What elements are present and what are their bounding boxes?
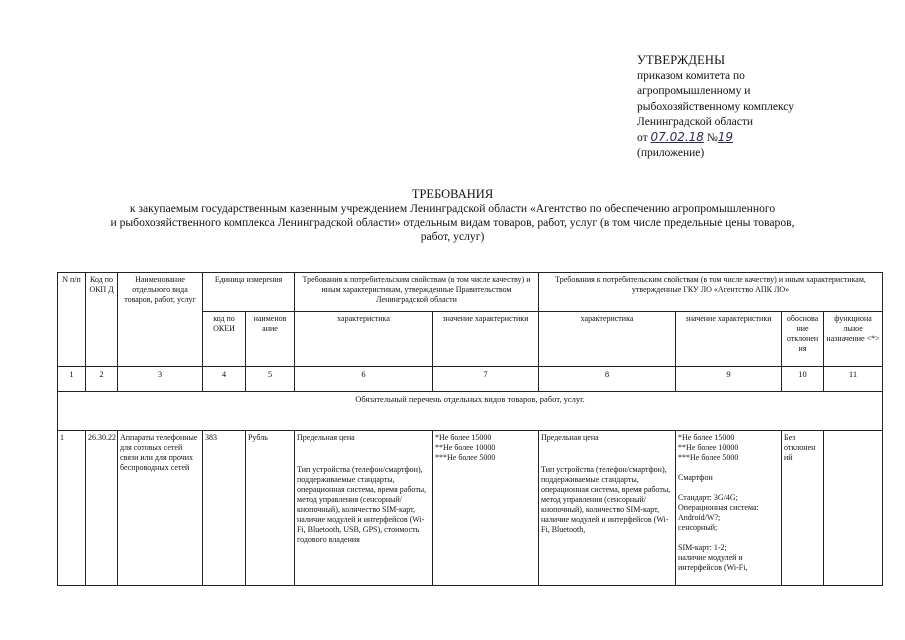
row-name: Аппараты телефонные для сотовых сетей связи или для прочих беспроводных сетей <box>118 431 203 586</box>
section-title: Обязательный перечень отдельных видов товаров, работ, услуг. <box>58 392 883 431</box>
header-gov-requirements: Требования к потребительским свойствам (в том числе качеству) и иным характеристикам, утвержденные Правительством Ленинградской области <box>295 273 539 312</box>
row-unit-code: 383 <box>203 431 246 586</box>
header-gov-value: значение характеристики <box>433 312 539 367</box>
row-function <box>824 431 883 586</box>
table-row <box>58 431 883 586</box>
header-row-1 <box>58 273 883 312</box>
col-number: 6 <box>295 367 433 392</box>
agency-value-type: Смартфон <box>678 473 713 482</box>
agency-value-standard: Стандарт: 3G/4G; <box>678 493 738 502</box>
gov-device-description: Тип устройства (телефон/смартфон), поддерживаемые стандарты, операционная система, время работы, метод управления (сенсорный/кнопочный), количество SIM-карт, наличие модулей и интерфейсов (Wi-Fi, Bluetooth, USB, GPS), стоимость годового владения <box>297 465 427 544</box>
header-agency-characteristic: характеристика <box>539 312 676 367</box>
header-n: N п/п <box>58 273 86 367</box>
date-prefix: от <box>637 132 648 145</box>
gov-value-3: ***Не более 5000 <box>435 453 496 462</box>
col-number: 2 <box>86 367 118 392</box>
row-agency-characteristic <box>539 431 676 586</box>
row-okpd: 26.30.22 <box>86 431 118 586</box>
row-gov-characteristic <box>295 431 433 586</box>
title-heading: ТРЕБОВАНИЯ <box>411 187 494 201</box>
row-agency-value <box>676 431 782 586</box>
col-number: 10 <box>782 367 824 392</box>
agency-device-description: Тип устройства (телефон/смартфон), поддерживаемые стандарты, операционная система, время работы, метод управления (сенсорный/кнопочный), количество SIM-карт, наличие модулей и интерфейсов (Wi-Fi, Bluetooth, <box>541 465 671 534</box>
agency-value-3: ***Не более 5000 <box>678 453 739 462</box>
header-agency-value: значение характеристики <box>676 312 782 367</box>
approval-block <box>637 53 794 161</box>
col-number: 7 <box>433 367 539 392</box>
row-unit-name: Рубль <box>246 431 295 586</box>
column-numbers-row <box>58 367 883 392</box>
gov-value-1: *Не более 15000 <box>435 433 492 442</box>
agency-value-1: *Не более 15000 <box>678 433 735 442</box>
col-number: 5 <box>246 367 295 392</box>
gov-value-2: **Не более 10000 <box>435 443 496 452</box>
approval-date-line <box>637 130 794 146</box>
document-title <box>40 187 865 244</box>
title-line-1: к закупаемым государственным казенным учреждением Ленинградской области «Агентство по обеспечению агропромышленного <box>129 202 776 215</box>
header-unit-code: код по ОКЕИ <box>203 312 246 367</box>
row-justification: Без отклонен ий <box>782 431 824 586</box>
approval-line-4: Ленинградской области <box>637 115 754 128</box>
approval-line-3: рыбохозяйственному комплексу <box>637 100 794 113</box>
approval-line-6: (приложение) <box>637 147 705 160</box>
agency-value-os: Операционная система: Android/W?; <box>678 503 759 522</box>
agency-value-sim: SIM-карт: 1-2; <box>678 543 727 552</box>
col-number: 4 <box>203 367 246 392</box>
header-okpd: Код по ОКП Д <box>86 273 118 367</box>
header-name: Наименование отдельного вида товаров, работ, услуг <box>118 273 203 367</box>
col-number: 8 <box>539 367 676 392</box>
agency-price-label: Предельная цена <box>541 433 599 442</box>
header-unit-name: наименов ание <box>246 312 295 367</box>
agency-value-control: сенсорный; <box>678 523 718 532</box>
approval-line-2: агропромышленному и <box>637 85 751 98</box>
section-row <box>58 392 883 431</box>
title-line-3: работ, услуг) <box>420 230 485 243</box>
header-agency-requirements: Требования к потребительским свойствам (в том числе качеству) и иным характеристикам, утвержденные ГКУ ЛО «Агентство АПК ЛО» <box>539 273 883 312</box>
header-justification: обоснова ние отклонен ия <box>782 312 824 367</box>
title-line-2: и рыбохозяйственного комплекса Ленинградской области» отдельным видам товаров, работ, услуг (в том числе предельные цены товаров, <box>110 216 795 229</box>
header-gov-characteristic: характеристика <box>295 312 433 367</box>
row-n: 1 <box>58 431 86 586</box>
col-number: 1 <box>58 367 86 392</box>
handwritten-date: 07.02.18 <box>650 130 704 145</box>
approval-line-1: приказом комитета по <box>637 70 745 83</box>
approval-title: УТВЕРЖДЕНЫ <box>637 53 726 67</box>
number-prefix: № <box>706 132 718 145</box>
agency-value-modules: наличие модулей и интерфейсов (Wi-Fi, <box>678 553 748 572</box>
requirements-table <box>57 272 883 586</box>
header-function: функциона льное назначение <*> <box>824 312 883 367</box>
col-number: 3 <box>118 367 203 392</box>
agency-value-2: **Не более 10000 <box>678 443 739 452</box>
row-gov-value <box>433 431 539 586</box>
gov-price-label: Предельная цена <box>297 433 355 442</box>
header-unit: Единица измерения <box>203 273 295 312</box>
handwritten-number: 19 <box>717 130 734 145</box>
col-number: 9 <box>676 367 782 392</box>
col-number: 11 <box>824 367 883 392</box>
